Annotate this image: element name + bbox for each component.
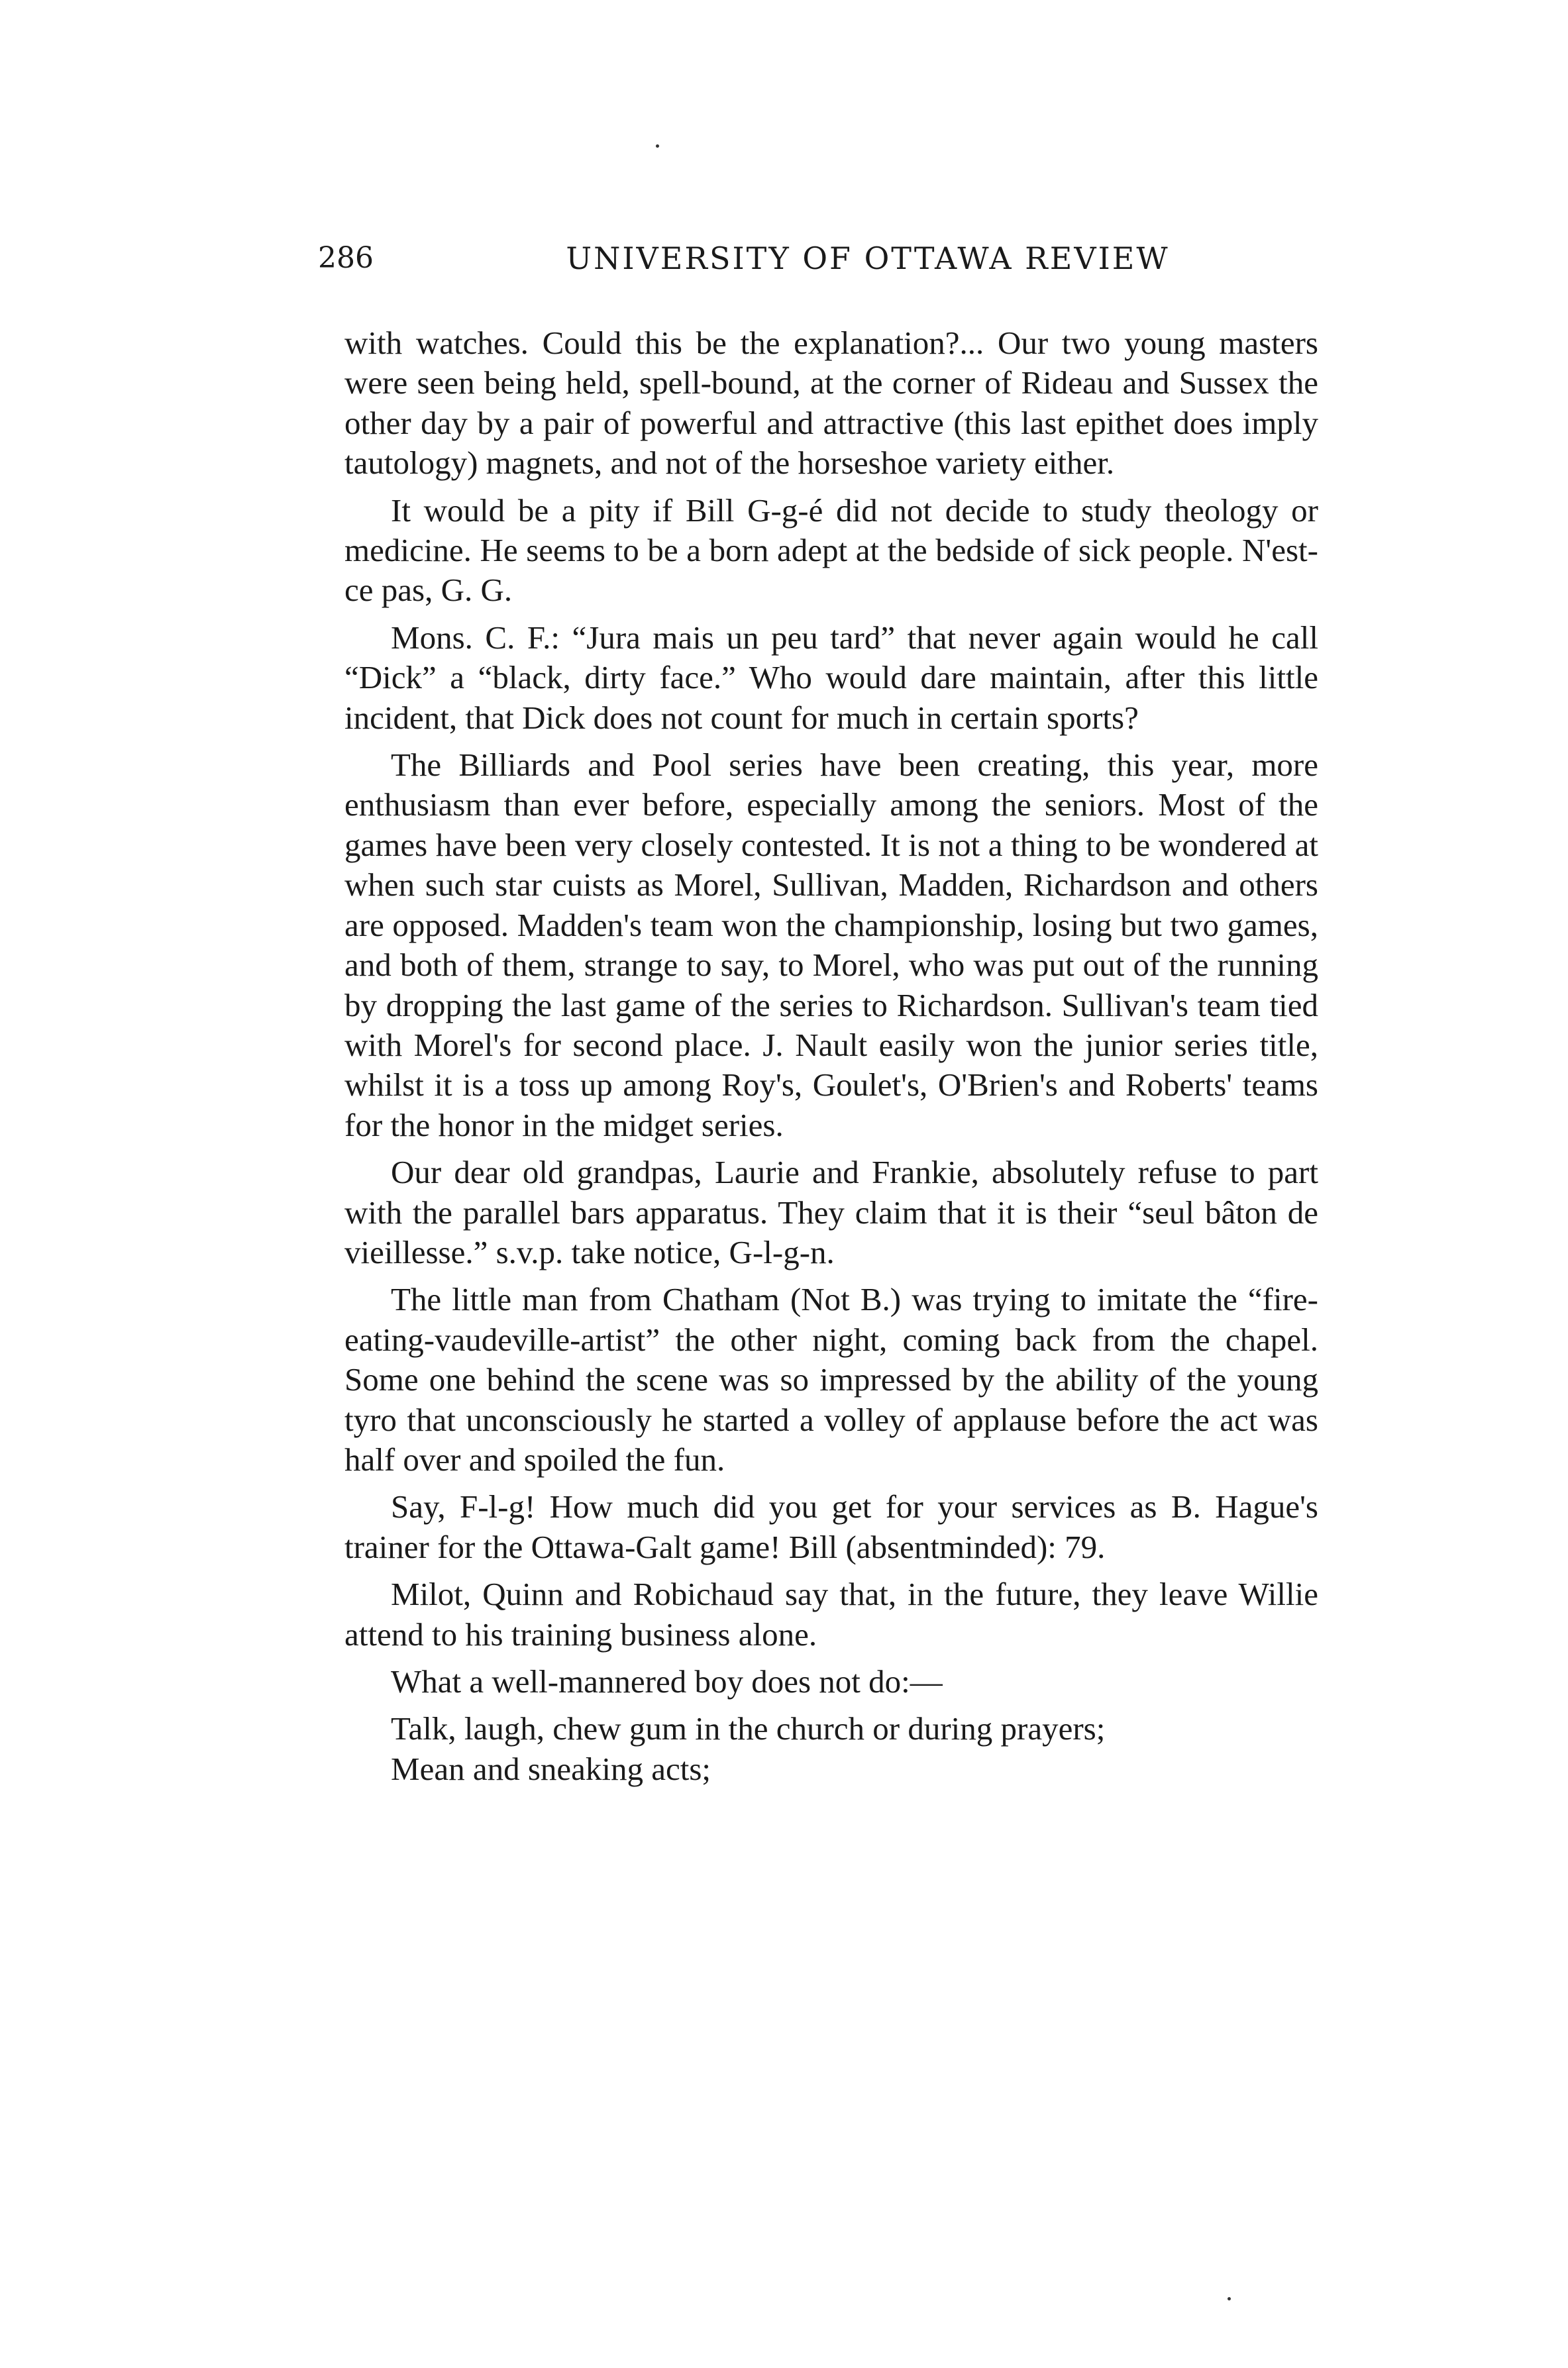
paragraph: It would be a pity if Bill G-g-é did not decide to study theology or medicine. He seems to be a born adept at the bedside of sick people. N'est-ce pas, G. G.	[344, 491, 1318, 609]
paragraph: Our dear old grandpas, Laurie and Frankie, absolutely refuse to part with the parallel bars apparatus. They claim that it is their “seul bâton de vieillesse.” s.v.p. take notice, G-l-g-n.	[344, 1154, 1318, 1270]
paragraph: The little man from Chatham (Not B.) was trying to imitate the “fire-eating-vaudeville-artist” the other night, coming back from the chapel. Some one behind the scene was so impressed by the ability of the young tyro that unconsciously he started a volley of applause before the act was half over and spoiled the fun.	[344, 1281, 1318, 1478]
article-body	[344, 323, 1318, 1789]
paragraph: What a well-mannered boy does not do:—	[391, 1663, 943, 1700]
print-speck	[656, 144, 659, 148]
list-item: Talk, laugh, chew gum in the church or during prayers;	[391, 1710, 1106, 1747]
page-number: 286	[318, 241, 374, 275]
paragraph: with watches. Could this be the explanation?... Our two young masters were seen being held, spell-bound, at the corner of Rideau and Sussex the other day by a pair of powerful and attractive (this last epithet does imply tautology) magnets, and not of the horseshoe variety either.	[344, 325, 1318, 482]
paragraph: Milot, Quinn and Robichaud say that, in the future, they leave Willie attend to his training business alone.	[344, 1576, 1318, 1653]
list-item: Mean and sneaking acts;	[391, 1750, 711, 1787]
paragraph: The Billiards and Pool series have been creating, this year, more enthusiasm than ever before, especially among the seniors. Most of the games have been very closely contested. It is not a thing to be wondered at when such star cuists as Morel, Sullivan, Madden, Richardson and others are opposed. Madden's team won the championship, losing but two games, and both of them, strange to say, to Morel, who was put out of the running by dropping the last game of the series to Richardson. Sullivan's team tied with Morel's for second place. J. Nault easily won the junior series title, whilst it is a toss up among Roy's, Goulet's, O'Brien's and Roberts' teams for the honor in the midget series.	[344, 746, 1318, 1143]
print-speck	[1228, 2297, 1231, 2300]
paragraph: Mons. C. F.: “Jura mais un peu tard” that never again would he call “Dick” a “black, dirty face.” Who would dare maintain, after this little incident, that Dick does not count for much in certain sports?	[344, 619, 1318, 736]
running-title: UNIVERSITY OF OTTAWA REVIEW	[566, 240, 1170, 276]
page-header	[318, 235, 1325, 282]
paragraph: Say, F-l-g! How much did you get for your services as B. Hague's trainer for the Ottawa-Galt game! Bill (absentminded): 79.	[344, 1488, 1318, 1565]
